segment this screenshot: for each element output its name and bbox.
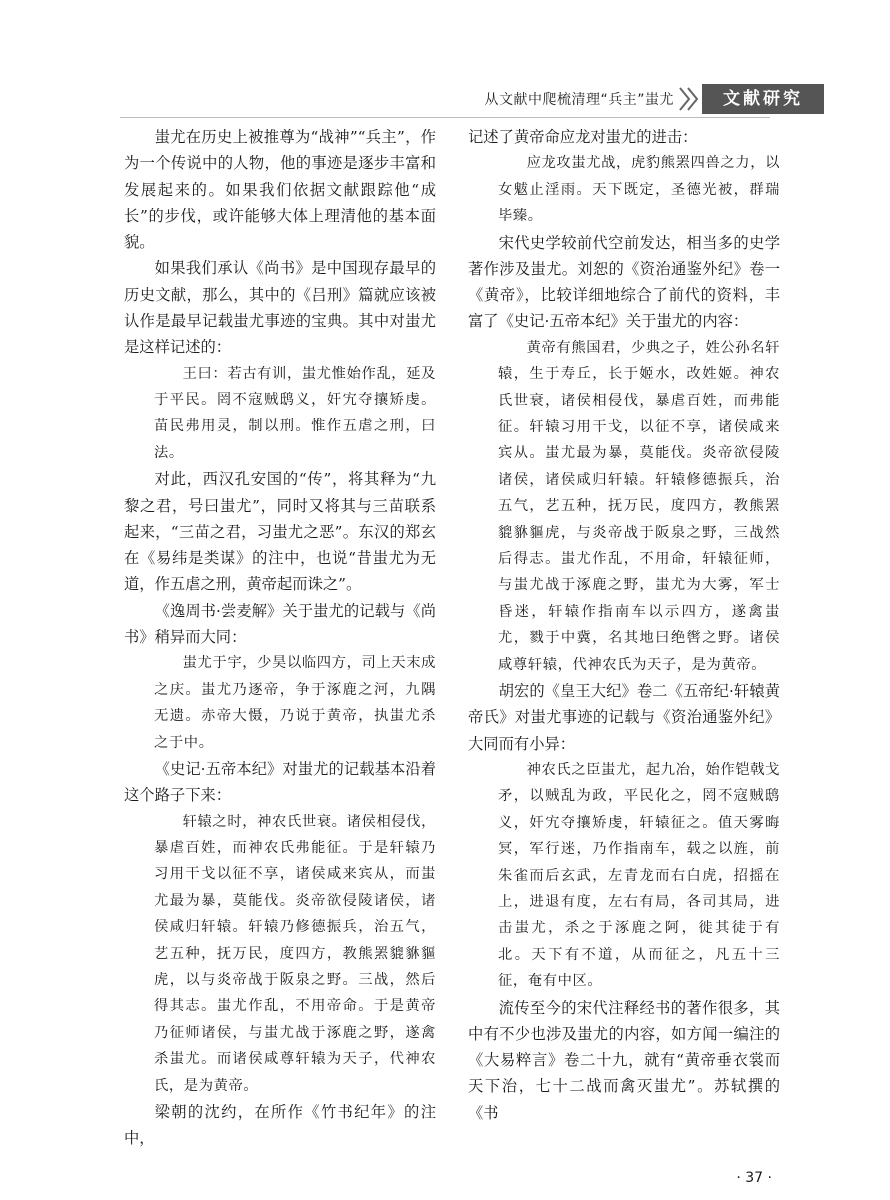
paragraph: 流传至今的宋代注释经书的著作很多，其中有不少也涉及蚩尤的内容，如方闻一编注的《大易粹言》卷二十九，就有“黄帝垂衣裳而天下治，七十二战而禽灭蚩尤”。苏轼撰的《书 bbox=[468, 998, 780, 1122]
block-quote: 神农氏之臣蚩尤，起九冶，始作铠戟戈矛，以贼乱为政，平民化之，罔不寇贼鸱义，奸宄夺攘矫虔，轩辕征之。值天雾晦冥，军行迷，乃作指南车，载之以旌，前朱雀而后玄武，左青龙而右白虎，招摇在上，进退有度，左右有局，各司其局，进击蚩尤，杀之于涿鹿之阿，徙其徒于有北。天下有不道，从而征之，凡五十三征，奄有中区。 bbox=[498, 761, 780, 990]
block-quote: 轩辕之时，神农氏世衰。诸侯相侵伐，暴虐百姓，而神农氏弗能征。于是轩辕乃习用干戈以征不享，诸侯咸来宾从，而蚩尤最为暴，莫能伐。炎帝欲侵陵诸侯，诸侯咸归轩辕。轩辕乃修德振兵，治五气，艺五种，抚万民，度四方，教熊罴貔貅貙虎，以与炎帝战于阪泉之野。三战，然后得其志。蚩尤作乱，不用帝命。于是黄帝乃征师诸侯，与蚩尤战于涿鹿之野，遂禽杀蚩尤。而诸侯咸尊轩辕为天子，代神农氏，是为黄帝。 bbox=[154, 813, 436, 1094]
paragraph: 胡宏的《皇王大纪》卷二《五帝纪·轩辕黄帝氏》对蚩尤事迹的记载与《资治通鉴外纪》大同而有小异： bbox=[468, 681, 780, 753]
header-rule bbox=[120, 117, 770, 118]
running-title: 从文献中爬梳清理“兵主”蚩尤 bbox=[484, 92, 674, 108]
paragraph: 宋代史学较前代空前发达，相当多的史学著作涉及蚩尤。刘恕的《资治通鉴外纪》卷一《黄帝》，比较详细地综合了前代的资料，丰富了《史记·五帝本纪》关于蚩尤的内容： bbox=[468, 233, 780, 331]
chevron-arrow-icon bbox=[677, 85, 705, 113]
section-label: 文献研究 bbox=[702, 84, 824, 114]
block-quote: 蚩尤于宇，少昊以临四方，司上天末成之庆。蚩尤乃逐帝，争于涿鹿之河，九隅无遗。赤帝大慑，乃说于黄帝，执蚩尤杀之于中。 bbox=[154, 655, 436, 751]
paragraph: 梁朝的沈约，在所作《竹书纪年》的注中， bbox=[124, 1103, 436, 1148]
page-header bbox=[440, 82, 890, 116]
block-quote: 王曰：若古有训，蚩尤惟始作乱，延及于平民。罔不寇贼鸱义，奸宄夺攘矫虔。苗民弗用灵，制以刑。惟作五虐之刑，曰法。 bbox=[154, 365, 436, 461]
paragraph: 蚩尤在历史上被推尊为“战神”“兵主”，作为一个传说中的人物，他的事迹是逐步丰富和发展起来的。如果我们依据文献跟踪他“成长”的步伐，或许能够大体上理清他的基本面貌。 bbox=[124, 128, 436, 252]
paragraph: 《史记·五帝本纪》对蚩尤的记载基本沿着这个路子下来： bbox=[124, 760, 436, 805]
page-number: · 37 · bbox=[736, 1170, 772, 1186]
block-quote: 应龙攻蚩尤战，虎豹熊罴四兽之力，以女魃止淫雨。天下既定，圣德光被，群瑞毕臻。 bbox=[498, 155, 780, 225]
block-quote: 黄帝有熊国君，少典之子，姓公孙名轩辕，生于寿丘，长于姬水，改姓姬。神农氏世衰，诸侯相侵伐，暴虐百姓，而弗能征。轩辕习用干戈，以征不享，诸侯咸来宾从。蚩尤最为暴，莫能伐。炎帝欲侵陵诸侯，诸侯咸归轩辕。轩辕修德振兵，治五气，艺五种，抚万民，度四方，教熊罴貔貅貙虎，与炎帝战于阪泉之野，三战然后得志。蚩尤作乱，不用命，轩辕征师，与蚩尤战于涿鹿之野，蚩尤为大雾，军士昏迷，轩辕作指南车以示四方，遂禽蚩尤，戮于中冀，名其地曰绝辔之野。诸侯咸尊轩辕，代神农氏为天子，是为黄帝。 bbox=[498, 339, 780, 673]
paragraph: 对此，西汉孔安国的“传”，将其释为“九黎之君，号曰蚩尤”，同时又将其与三苗联系起来，“三苗之君，习蚩尤之恶”。东汉的郑玄在《易纬是类谋》的注中，也说“昔蚩尤为无道，作五虐之刑，黄帝起而诛之”。 bbox=[124, 470, 436, 594]
paragraph: 《逸周书·尝麦解》关于蚩尤的记载与《尚书》稍异而大同： bbox=[124, 601, 436, 647]
left-column bbox=[124, 124, 436, 1152]
paragraph: 如果我们承认《尚书》是中国现存最早的历史文献，那么，其中的《吕刑》篇就应该被认作是最早记载蚩尤事迹的宝典。其中对蚩尤是这样记述的： bbox=[124, 259, 436, 357]
paragraph-continued: 记述了黄帝命应龙对蚩尤的进击： bbox=[468, 128, 698, 146]
right-column bbox=[468, 124, 780, 1126]
